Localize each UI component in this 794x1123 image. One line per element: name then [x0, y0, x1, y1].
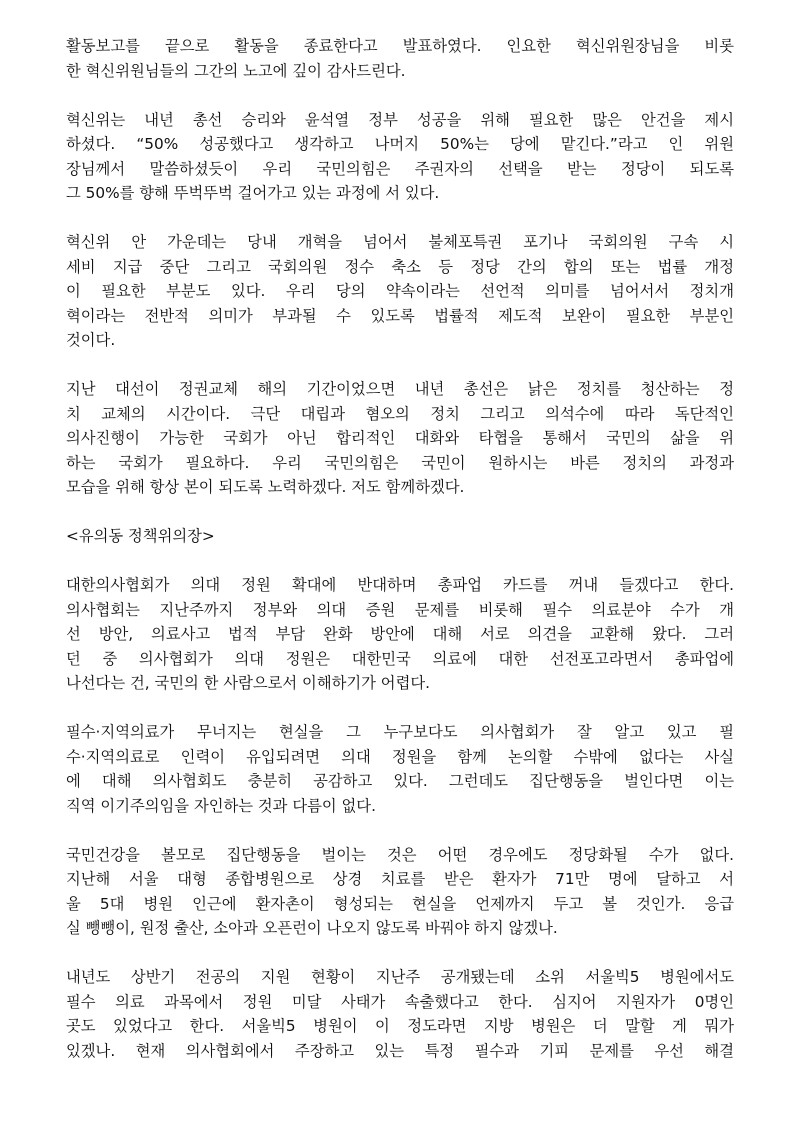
text-line: 실 뺑뺑이, 원정 출산, 소아과 오픈런이 나오지 않도록 바꿔야 하지 않겠나. — [66, 919, 558, 937]
text-line: 지난 대선이 정권교체 해의 기간이었으면 내년 총선은 낡은 정치를 청산하는 정 — [66, 380, 734, 398]
paragraph-legal-reform — [66, 230, 734, 353]
text-line: 나선다는 건, 국민의 한 사람으로서 이해하기가 어렵다. — [66, 674, 430, 692]
text-line: 그 50%를 향해 뚜벅뚜벅 걸어가고 있는 과정에 서 있다. — [66, 184, 440, 202]
speaker-label: <유의동 정책위의장> — [66, 527, 215, 545]
text-line: 던 중 의사협회가 의대 정원은 대한민국 의료에 대한 선전포고라면서 총파업에 — [66, 649, 734, 668]
text-line: 하셨다. “50% 성공했다고 생각하고 나머지 50%는 당에 맡긴다.”라고 인 위원 — [66, 135, 734, 153]
paragraph-medical-association-strike — [66, 573, 734, 696]
text-line: 수·지역의료로 인력이 유입되려면 의대 정원을 함께 논의할 수밖에 없다는 사실 — [66, 747, 734, 766]
text-line: 세비 지급 중단 그리고 국회의원 정수 축소 등 정당 간의 합의 또는 법률 개정 — [66, 257, 734, 276]
text-line: 혁신위는 내년 총선 승리와 윤석열 정부 성공을 위해 필요한 많은 안건을 제시 — [66, 110, 734, 129]
speaker-heading — [66, 524, 734, 549]
paragraph-political-change — [66, 377, 734, 500]
text-line: 있겠나. 현재 의사협회에서 주장하고 있는 특정 필수과 기피 문제를 우선 해결 — [66, 1041, 734, 1060]
text-line: 치 교체의 시간이다. 극단 대립과 혐오의 정치 그리고 의석수에 따라 독단적인 — [66, 404, 734, 423]
text-line: 대한의사협회가 의대 정원 확대에 반대하며 총파업 카드를 꺼내 들겠다고 한다. — [66, 576, 734, 594]
text-line: 울 5대 병원 인근에 환자촌이 형성되는 현실을 언제까지 두고 볼 것인가. 응급 — [66, 894, 734, 913]
text-line: 의사협회는 지난주까지 정부와 의대 증원 문제를 비롯해 필수 의료분야 수가 개 — [66, 600, 734, 619]
paragraph-innovation-committee-agenda — [66, 108, 734, 206]
text-line: 모습을 위해 항상 본이 되도록 노력하겠다. 저도 함께하겠다. — [66, 478, 465, 496]
text-line: 필수 의료 과목에서 정원 미달 사태가 속출했다고 한다. 심지어 지원자가 0명인 — [66, 992, 734, 1011]
text-line: 지난해 서울 대형 종합병원으로 상경 치료를 받은 환자가 71만 명에 달하고 서 — [66, 870, 734, 888]
text-line: 곳도 있었다고 한다. 서울빅5 병원이 이 정도라면 지방 병원은 더 말할 게 뭐가 — [66, 1017, 734, 1035]
text-line: 한 혁신위원님들의 그간의 노고에 깊이 감사드린다. — [66, 61, 406, 80]
text-line: 에 대해 의사협회도 충분히 공감하고 있다. 그런데도 집단행동을 벌인다면 이는 — [66, 772, 734, 790]
text-line: 장님께서 말씀하셨듯이 우리 국민의힘은 주권자의 선택을 받는 정당이 되도록 — [66, 159, 734, 178]
paragraph-public-health — [66, 843, 734, 941]
text-line: 국민건강을 볼모로 집단행동을 벌이는 것은 어떤 경우에도 정당화될 수가 없다. — [66, 845, 734, 864]
paragraph-regional-medicine — [66, 720, 734, 818]
text-line: 혁이라는 전반적 의미가 부과될 수 있도록 법률적 제도적 보완이 필요한 부분인 — [66, 306, 734, 325]
text-line: 선 방안, 의료사고 법적 부담 완화 방안에 대해 서로 의견을 교환해 왔다. 그러 — [66, 625, 734, 643]
text-line: 필수·지역의료가 무너지는 현실을 그 누구보다도 의사협회가 잘 알고 있고 필 — [66, 723, 734, 741]
text-line: 이 필요한 부분도 있다. 우리 당의 약속이라는 선언적 의미를 넘어서서 정치개 — [66, 282, 734, 300]
document-page — [66, 34, 734, 1088]
text-line: 혁신위 안 가운데는 당내 개혁을 넘어서 불체포특권 포기나 국회의원 구속 시 — [66, 233, 734, 251]
text-line: 활동보고를 끝으로 활동을 종료한다고 발표하였다. 인요한 혁신위원장님을 비롯 — [66, 37, 734, 55]
text-line: 의사진행이 가능한 국회가 아닌 합리적인 대화와 타협을 통해서 국민의 삶을 위 — [66, 429, 734, 447]
paragraph-resident-applications — [66, 965, 734, 1063]
paragraph-innovation-report-end — [66, 34, 734, 83]
text-line: 직역 이기주의임을 자인하는 것과 다름이 없다. — [66, 796, 376, 815]
text-line: 것이다. — [66, 331, 116, 349]
text-line: 내년도 상반기 전공의 지원 현황이 지난주 공개됐는데 소위 서울빅5 병원에서도 — [66, 968, 734, 986]
text-line: 하는 국회가 필요하다. 우리 국민의힘은 국민이 원하시는 바른 정치의 과정과 — [66, 453, 734, 472]
